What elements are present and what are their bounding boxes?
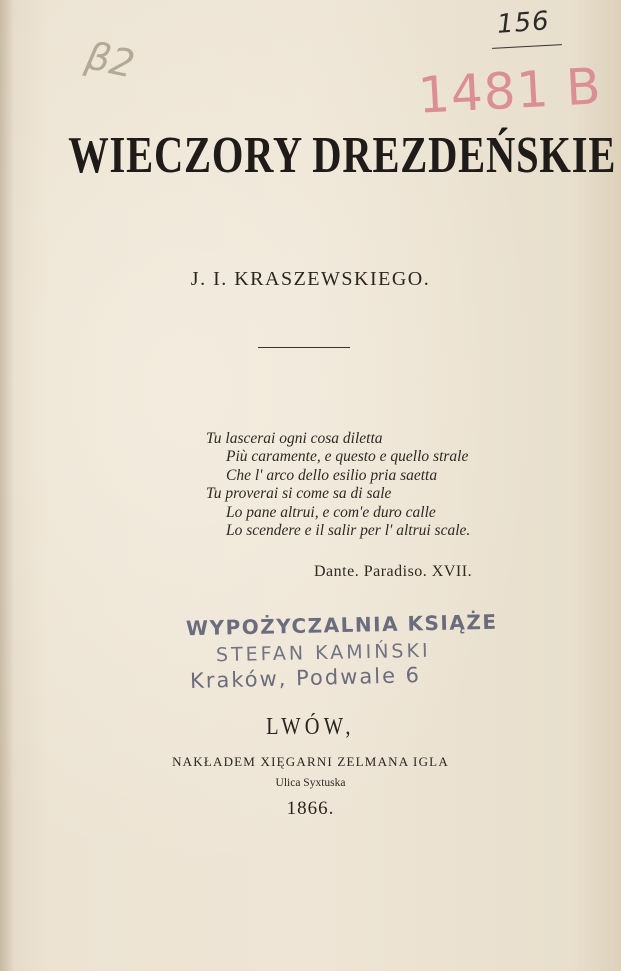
handwritten-underline	[492, 44, 562, 49]
library-stamp-line-2: STEFAN KAMIŃSKI	[215, 639, 431, 667]
epigraph-line: Che l' arco dello esilio pria saetta	[226, 466, 438, 484]
imprint-street: Ulica Syxtuska	[275, 777, 346, 789]
pencil-mark: β2	[81, 33, 139, 87]
library-stamp-line-3: Kraków, Podwale 6	[189, 662, 422, 694]
epigraph-line: Lo scendere e il salir per l' altrui scale.	[226, 522, 471, 540]
imprint-city: LWÓW,	[266, 714, 355, 740]
epigraph-line: Tu proverai si come sa di sale	[206, 485, 392, 503]
book-author: J. I. KRASZEWSKIEGO.	[190, 268, 431, 290]
epigraph-line: Più caramente, e questo e quello strale	[226, 448, 469, 466]
epigraph	[206, 430, 470, 540]
book-title: WIECZORY DREZDEŃSKIE	[68, 127, 617, 184]
handwritten-code: 1481 B	[416, 57, 603, 125]
imprint-year: 1866.	[286, 798, 335, 819]
library-stamp-line-1: WYPOŻYCZALNIA KSIĄŻE	[185, 609, 498, 641]
divider-rule	[258, 347, 350, 348]
imprint-publisher: NAKŁADEM XIĘGARNI ZELMANA IGLA	[172, 754, 449, 769]
page-edge-shadow	[0, 0, 14, 971]
epigraph-line: Lo pane altrui, e com'e duro calle	[226, 503, 436, 521]
handwritten-number: 156	[496, 6, 551, 40]
epigraph-line: Tu lascerai ogni cosa diletta	[206, 430, 383, 447]
epigraph-citation: Dante. Paradiso. XVII.	[314, 563, 473, 580]
